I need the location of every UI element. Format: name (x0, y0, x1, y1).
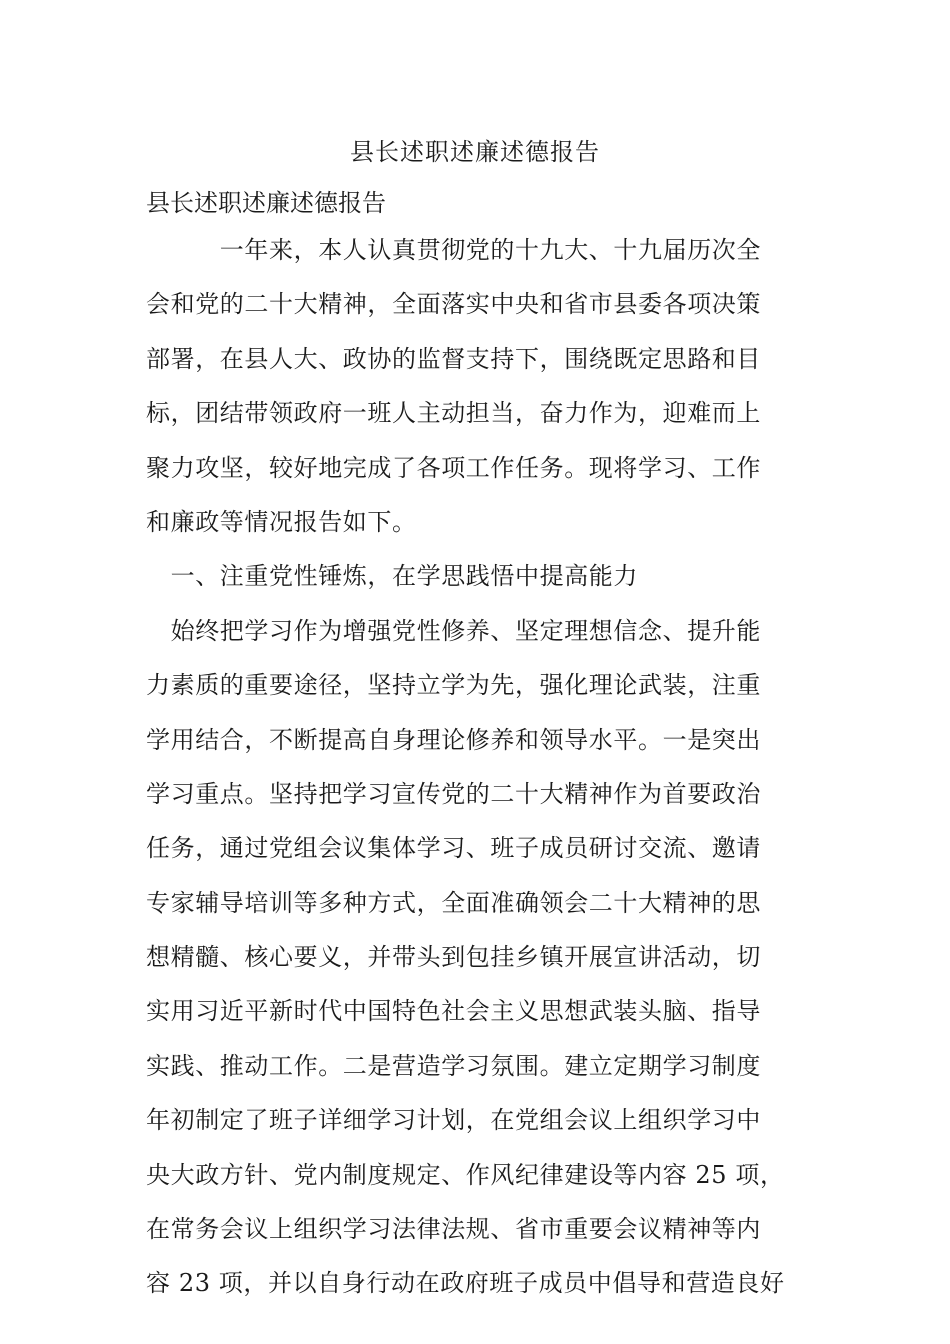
body-line: 学用结合，不断提高自身理论修养和领导水平。一是突出 (146, 725, 761, 754)
body-line: 标，团结带领政府一班人主动担当，奋力作为，迎难而上 (146, 399, 761, 428)
body-line: 部署，在县人大、政协的监督支持下，围绕既定思路和目 (146, 344, 761, 373)
body-line: 想精髓、核心要义，并带头到包挂乡镇开展宣讲活动，切 (146, 943, 761, 972)
body-line: 力素质的重要途径，坚持立学为先，强化理论武装，注重 (146, 671, 761, 700)
body-line: 始终把学习作为增强党性修养、坚定理想信念、提升能 (146, 616, 761, 645)
document-subtitle: 县长述职述廉述德报告 (146, 189, 386, 217)
document-body (146, 230, 826, 1318)
body-line: 会和党的二十大精神，全面落实中央和省市县委各项决策 (146, 290, 761, 319)
body-line: 实用习近平新时代中国特色社会主义思想武装头脑、指导 (146, 997, 761, 1026)
body-line: 任务，通过党组会议集体学习、班子成员研讨交流、邀请 (146, 834, 761, 863)
body-line: 和廉政等情况报告如下。 (146, 507, 417, 536)
body-line: 央大政方针、党内制度规定、作风纪律建设等内容 25 项， (146, 1160, 785, 1189)
body-line: 聚力攻坚，较好地完成了各项工作任务。现将学习、工作 (146, 453, 761, 482)
body-line: 年初制定了班子详细学习计划，在党组会议上组织学习中 (146, 1106, 761, 1135)
body-line: 专家辅导培训等多种方式，全面准确领会二十大精神的思 (146, 888, 761, 917)
body-line: 容 23 项，并以自身行动在政府班子成员中倡导和营造良好 (146, 1269, 785, 1298)
body-line: 实践、推动工作。二是营造学习氛围。建立定期学习制度 (146, 1051, 761, 1080)
body-line: 学习重点。坚持把学习宣传党的二十大精神作为首要政治 (146, 779, 761, 808)
document-title: 县长述职述廉述德报告 (350, 138, 600, 166)
body-line: 一年来，本人认真贯彻党的十九大、十九届历次全 (146, 236, 761, 264)
section-heading: 一、注重党性锤炼，在学思践悟中提高能力 (146, 562, 638, 591)
body-line: 在常务会议上组织学习法律法规、省市重要会议精神等内 (146, 1215, 761, 1244)
